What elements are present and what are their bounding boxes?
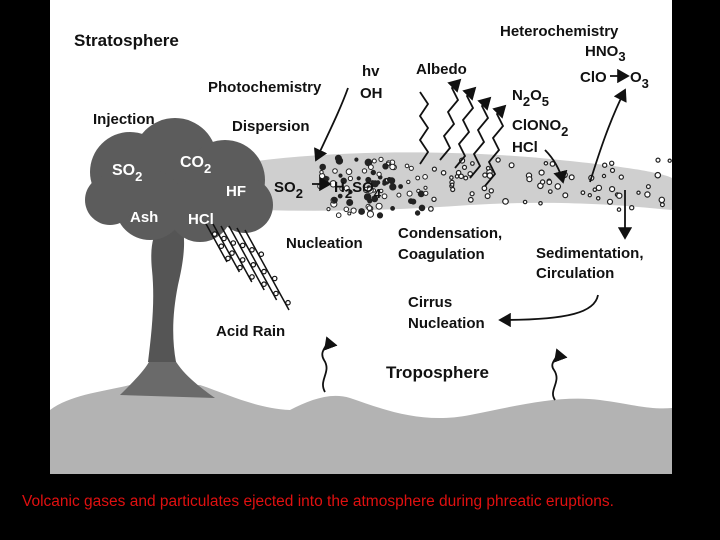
particle-dot bbox=[645, 192, 650, 197]
particle-dot bbox=[569, 175, 574, 180]
particle-dot bbox=[383, 182, 386, 185]
particle-dot bbox=[527, 177, 532, 182]
particle-dot bbox=[610, 161, 614, 165]
particle-dot bbox=[471, 162, 475, 166]
rain-droplet bbox=[222, 236, 226, 240]
particle-dot bbox=[332, 197, 337, 202]
particle-dot bbox=[464, 176, 468, 180]
particle-dot bbox=[451, 188, 455, 192]
dispersion-label: Dispersion bbox=[232, 118, 310, 135]
cirrus-nucleation-label: Nucleation bbox=[408, 315, 485, 332]
particle-dot bbox=[336, 213, 341, 218]
rain-droplet bbox=[274, 291, 278, 295]
particle-dot bbox=[379, 157, 383, 161]
particle-dot bbox=[383, 164, 388, 169]
particle-dot bbox=[327, 208, 330, 211]
particle-dot bbox=[593, 188, 596, 191]
particle-dot bbox=[588, 194, 591, 197]
particle-dot bbox=[617, 193, 622, 198]
particle-dot bbox=[367, 211, 373, 217]
particle-dot bbox=[387, 178, 391, 182]
photochemistry-label: Photochemistry bbox=[208, 79, 322, 96]
particle-dot bbox=[382, 194, 387, 199]
particle-dot bbox=[390, 184, 396, 190]
rain-droplet bbox=[241, 243, 245, 247]
particle-dot bbox=[611, 168, 615, 172]
h2so4-label: H2SO4 bbox=[334, 179, 381, 201]
particle-dot bbox=[610, 187, 615, 192]
clono2-label: ClONO2 bbox=[512, 117, 569, 139]
coagulation-label: Coagulation bbox=[398, 246, 485, 263]
particle-dot bbox=[482, 186, 487, 191]
hf-label: HF bbox=[226, 183, 246, 200]
particle-dot bbox=[339, 174, 342, 177]
hv-label: hv bbox=[362, 63, 380, 80]
rain-droplet bbox=[213, 232, 217, 236]
stratosphere-label: Stratosphere bbox=[74, 31, 179, 50]
particle-dot bbox=[418, 191, 424, 197]
particle-dot bbox=[355, 158, 358, 161]
rain-droplet bbox=[259, 252, 263, 256]
particle-dot bbox=[409, 166, 413, 170]
hno3-label: HNO3 bbox=[585, 43, 626, 64]
particle-dot bbox=[656, 158, 660, 162]
particle-dot bbox=[450, 176, 453, 179]
particle-dot bbox=[549, 190, 553, 194]
heterochemistry-label: Heterochemistry bbox=[500, 23, 619, 40]
ash-label: Ash bbox=[130, 209, 159, 226]
particle-dot bbox=[441, 171, 445, 175]
particle-dot bbox=[397, 193, 401, 197]
co2-label: $CO_2$ bbox=[180, 154, 212, 176]
particle-dot bbox=[371, 170, 375, 174]
acid-rain-label: Acid Rain bbox=[216, 323, 286, 340]
particle-dot bbox=[405, 164, 409, 168]
particle-dot bbox=[496, 158, 500, 162]
particle-dot bbox=[597, 197, 600, 200]
particle-dot bbox=[608, 199, 613, 204]
particle-dot bbox=[348, 212, 351, 215]
particle-dot bbox=[485, 194, 490, 199]
condensation-label: Condensation, bbox=[398, 225, 503, 242]
albedo-label: Albedo bbox=[416, 61, 467, 78]
particle-dot bbox=[463, 165, 467, 169]
particle-dot bbox=[429, 207, 434, 212]
particle-dot bbox=[376, 203, 382, 209]
rain-droplet bbox=[262, 282, 266, 286]
particle-dot bbox=[391, 207, 395, 211]
particle-dot bbox=[407, 180, 410, 183]
particle-dot bbox=[655, 173, 660, 178]
particle-dot bbox=[399, 185, 403, 189]
particle-dot bbox=[416, 176, 420, 180]
particle-dot bbox=[539, 202, 542, 205]
particle-dot bbox=[469, 198, 474, 203]
particle-dot bbox=[562, 172, 567, 177]
particle-dot bbox=[432, 167, 436, 171]
particle-dot bbox=[415, 211, 419, 215]
particle-dot bbox=[637, 191, 640, 194]
particle-dot bbox=[581, 191, 585, 195]
clo-label: ClO bbox=[580, 69, 607, 86]
rain-droplet bbox=[231, 241, 235, 245]
rain-droplet bbox=[262, 269, 266, 273]
particle-dot bbox=[424, 186, 427, 189]
particle-dot bbox=[544, 162, 547, 165]
particle-dot bbox=[359, 209, 365, 215]
particle-dot bbox=[369, 165, 374, 170]
particle-dot bbox=[668, 159, 671, 162]
particle-dot bbox=[367, 206, 372, 211]
rain-droplet bbox=[241, 258, 245, 262]
rain-droplet bbox=[250, 248, 254, 252]
nucleation-label: Nucleation bbox=[286, 235, 363, 252]
rain-droplet bbox=[273, 276, 277, 280]
hcl-right-label: HCl bbox=[512, 139, 538, 156]
rain-droplet bbox=[286, 301, 290, 305]
particle-dot bbox=[541, 180, 545, 184]
particle-dot bbox=[661, 203, 665, 207]
cirrus-label: Cirrus bbox=[408, 294, 453, 311]
particle-dot bbox=[470, 192, 474, 196]
particle-dot bbox=[617, 208, 620, 211]
particle-dot bbox=[362, 169, 366, 173]
particle-dot bbox=[659, 197, 664, 202]
o3-label: O3 bbox=[630, 69, 649, 91]
particle-dot bbox=[630, 206, 634, 210]
oh-label: OH bbox=[360, 85, 383, 102]
particle-dot bbox=[459, 174, 463, 178]
particle-dot bbox=[602, 174, 605, 177]
particle-dot bbox=[390, 164, 395, 169]
so2-plume-label: SO2 bbox=[274, 179, 303, 201]
particle-dot bbox=[603, 163, 607, 167]
rain-droplet bbox=[238, 265, 242, 269]
so2-cloud-label: $SO_2$ bbox=[112, 162, 143, 184]
particle-dot bbox=[423, 175, 428, 180]
particle-dot bbox=[486, 167, 490, 171]
rain-droplet bbox=[250, 275, 254, 279]
particle-dot bbox=[523, 200, 526, 203]
particle-dot bbox=[547, 180, 552, 185]
particle-dot bbox=[377, 213, 382, 218]
rain-droplet bbox=[230, 251, 234, 255]
particle-dot bbox=[377, 172, 381, 176]
particle-dot bbox=[563, 193, 568, 198]
rain-droplet bbox=[251, 263, 255, 267]
particle-dot bbox=[344, 207, 349, 212]
sedimentation-label: Sedimentation, bbox=[536, 245, 644, 262]
particle-dot bbox=[335, 155, 341, 161]
particle-dot bbox=[432, 197, 436, 201]
hcl-cloud-label: HCl bbox=[188, 211, 214, 228]
particle-dot bbox=[346, 169, 352, 175]
particle-dot bbox=[489, 189, 493, 193]
particle-dot bbox=[320, 171, 323, 174]
particle-dot bbox=[483, 173, 487, 177]
particle-dot bbox=[424, 191, 428, 195]
particle-dot bbox=[509, 163, 514, 168]
particle-dot bbox=[503, 199, 509, 205]
particle-dot bbox=[619, 175, 623, 179]
particle-dot bbox=[320, 164, 326, 170]
n2o5-label: N2O5 bbox=[512, 87, 549, 109]
particle-dot bbox=[351, 208, 356, 213]
particle-dot bbox=[419, 205, 425, 211]
particle-dot bbox=[333, 169, 338, 174]
rain-droplet bbox=[226, 256, 230, 260]
rain-droplet bbox=[219, 244, 223, 248]
slide-caption: Volcanic gases and particulates ejected into the atmosphere during phreatic eruptions. bbox=[22, 493, 614, 510]
particle-dot bbox=[411, 199, 416, 204]
particle-dot bbox=[539, 170, 544, 175]
troposphere-label: Troposphere bbox=[386, 363, 489, 382]
circulation-label: Circulation bbox=[536, 265, 615, 282]
particle-dot bbox=[407, 191, 412, 196]
particle-dot bbox=[647, 185, 651, 189]
particle-dot bbox=[555, 184, 560, 189]
injection-label: Injection bbox=[93, 111, 155, 128]
particle-dot bbox=[451, 183, 454, 186]
particle-dot bbox=[372, 159, 376, 163]
